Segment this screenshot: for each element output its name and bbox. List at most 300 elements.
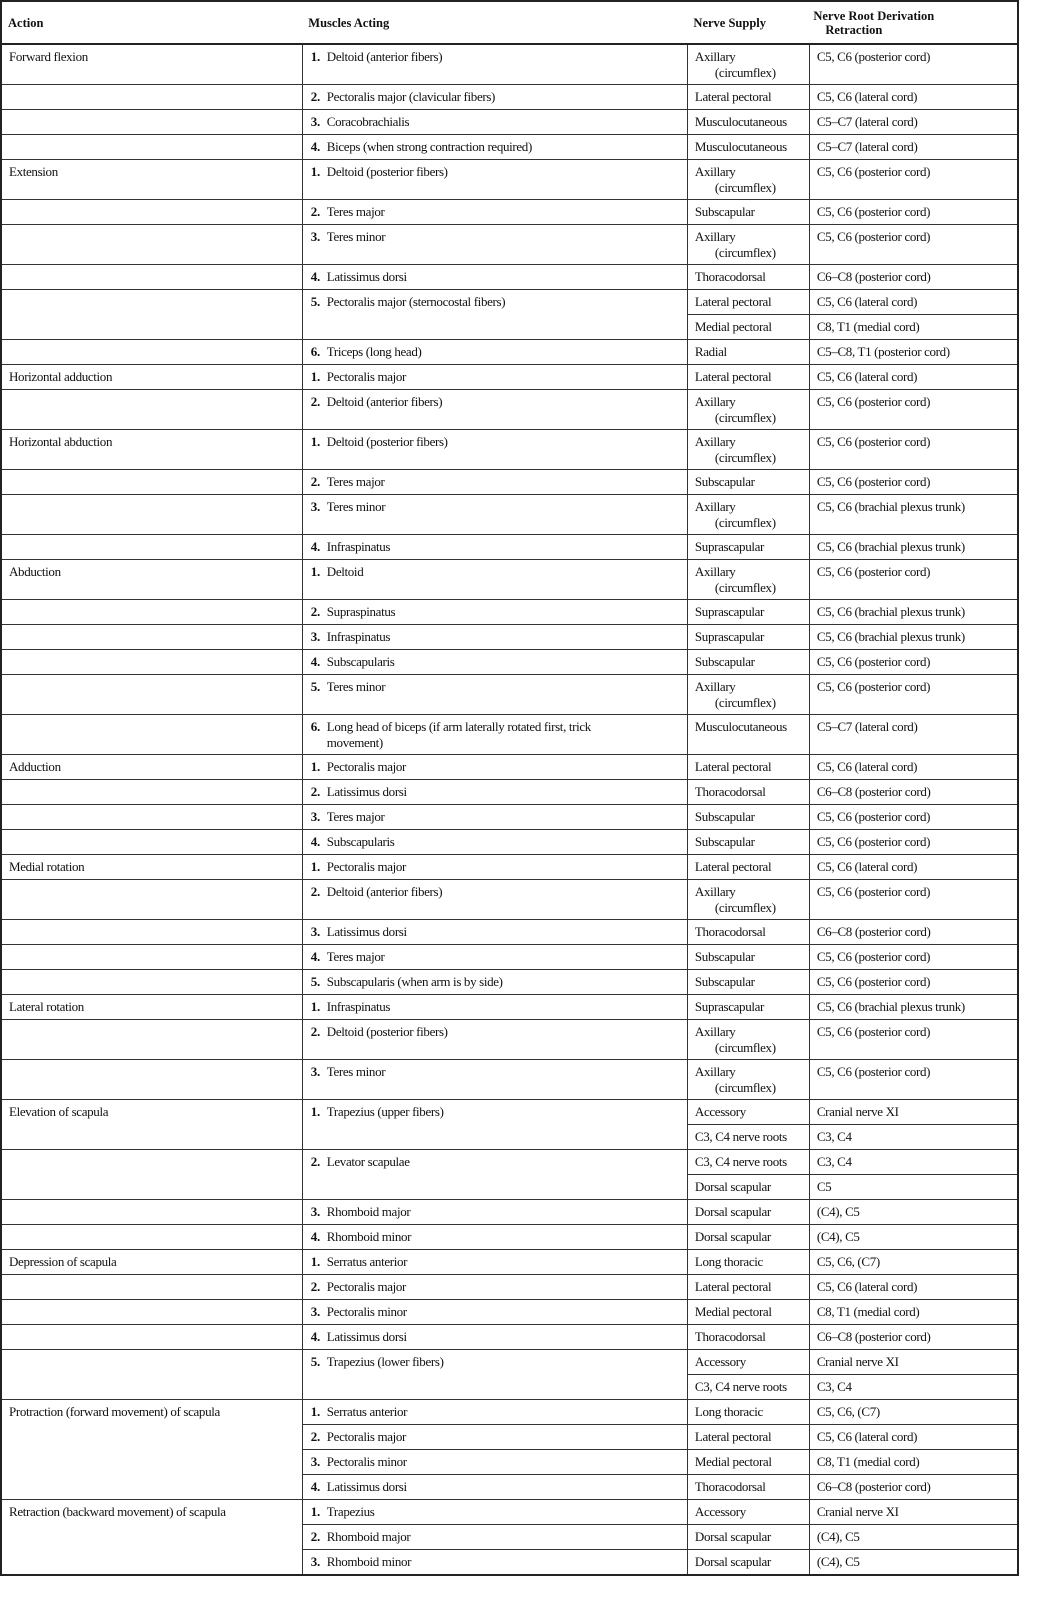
nerve-name-qualifier: (circumflex) xyxy=(714,450,776,465)
nerve-root-cell: (C4), C5 xyxy=(809,1225,1018,1250)
muscle-cell xyxy=(302,430,687,470)
muscle-number: 3. xyxy=(310,629,320,644)
action-cell: Horizontal abduction xyxy=(1,430,302,470)
nerve-name: Musculocutaneous xyxy=(694,114,787,129)
muscle-name: Long head of biceps (if arm laterally rotated first, trick xyxy=(326,719,591,734)
nerve-root-cell: C5, C6 (posterior cord) xyxy=(809,44,1018,85)
muscle-number: 4. xyxy=(310,139,320,154)
muscle-number: 1. xyxy=(310,1504,320,1519)
muscle-name: Biceps (when strong contraction required) xyxy=(326,139,532,154)
nerve-supply-cell xyxy=(687,160,809,200)
nerve-name: Lateral pectoral xyxy=(694,1279,772,1294)
table-row xyxy=(1,1060,1018,1100)
nerve-supply-cell xyxy=(687,44,809,85)
action-cell xyxy=(1,390,302,430)
action-cell xyxy=(1,535,302,560)
nerve-name: Radial xyxy=(694,344,727,359)
nerve-supply-cell xyxy=(687,1300,809,1325)
muscle-cell xyxy=(302,340,687,365)
muscle-number: 3. xyxy=(310,1204,320,1219)
muscle-cell xyxy=(302,1225,687,1250)
muscle-cell xyxy=(302,1300,687,1325)
muscle-cell xyxy=(302,365,687,390)
nerve-name-qualifier: (circumflex) xyxy=(714,180,776,195)
muscle-name: Deltoid (anterior fibers) xyxy=(326,884,443,899)
action-cell: Forward flexion xyxy=(1,44,302,85)
action-cell xyxy=(1,265,302,290)
nerve-name: Axillary xyxy=(694,229,736,244)
nerve-name-qualifier: (circumflex) xyxy=(714,900,776,915)
action-cell: Abduction xyxy=(1,560,302,600)
action-cell: Extension xyxy=(1,160,302,200)
table-row xyxy=(1,830,1018,855)
muscle-cell xyxy=(302,135,687,160)
muscle-cell xyxy=(302,44,687,85)
muscle-cell xyxy=(302,110,687,135)
muscle-cell xyxy=(302,225,687,265)
nerve-name-qualifier: (circumflex) xyxy=(714,245,776,260)
nerve-supply-cell xyxy=(687,755,809,780)
table-row xyxy=(1,970,1018,995)
nerve-supply-cell xyxy=(687,495,809,535)
nerve-root-cell: C5, C6 (lateral cord) xyxy=(809,755,1018,780)
nerve-name: Accessory xyxy=(694,1354,746,1369)
nerve-name: Suprascapular xyxy=(694,539,765,554)
table-row xyxy=(1,880,1018,920)
muscle-name: Teres minor xyxy=(326,499,386,514)
nerve-supply-cell xyxy=(687,290,809,315)
nerve-supply-cell xyxy=(687,1550,809,1576)
nerve-supply-cell xyxy=(687,1060,809,1100)
table-row xyxy=(1,755,1018,780)
action-cell xyxy=(1,110,302,135)
muscle-cell xyxy=(302,1450,687,1475)
muscle-number: 5. xyxy=(310,679,320,694)
nerve-supply-cell xyxy=(687,110,809,135)
muscle-cell xyxy=(302,200,687,225)
nerve-name: Thoracodorsal xyxy=(694,1329,766,1344)
table-row xyxy=(1,135,1018,160)
nerve-name-qualifier: (circumflex) xyxy=(714,410,776,425)
action-cell xyxy=(1,880,302,920)
nerve-supply-cell: C3, C4 nerve roots xyxy=(687,1375,809,1400)
nerve-supply-cell xyxy=(687,1475,809,1500)
muscle-name: Latissimus dorsi xyxy=(326,1479,407,1494)
muscle-name: Pectoralis major xyxy=(326,369,407,384)
nerve-root-cell: C5, C6 (lateral cord) xyxy=(809,290,1018,315)
table-row xyxy=(1,265,1018,290)
nerve-name: Subscapular xyxy=(694,974,755,989)
nerve-supply-cell xyxy=(687,1500,809,1525)
muscle-cell xyxy=(302,1350,687,1400)
muscle-cell xyxy=(302,755,687,780)
action-cell: Adduction xyxy=(1,755,302,780)
muscle-number: 1. xyxy=(310,1104,320,1119)
nerve-root-cell: C6–C8 (posterior cord) xyxy=(809,265,1018,290)
nerve-root-cell: C3, C4 xyxy=(809,1150,1018,1175)
table-row xyxy=(1,1300,1018,1325)
nerve-root-cell: C5, C6 (posterior cord) xyxy=(809,970,1018,995)
nerve-name: Lateral pectoral xyxy=(694,1429,772,1444)
muscle-cell xyxy=(302,1475,687,1500)
nerve-root-cell: Cranial nerve XI xyxy=(809,1100,1018,1125)
table-row xyxy=(1,225,1018,265)
muscle-name: Pectoralis major xyxy=(326,859,407,874)
muscle-cell xyxy=(302,1200,687,1225)
nerve-name-qualifier: (circumflex) xyxy=(714,1080,776,1095)
nerve-root-cell: C5 xyxy=(809,1175,1018,1200)
table-row xyxy=(1,430,1018,470)
action-cell xyxy=(1,1275,302,1300)
action-cell xyxy=(1,340,302,365)
muscle-name: Deltoid (posterior fibers) xyxy=(326,1024,448,1039)
muscle-number: 2. xyxy=(310,1429,320,1444)
nerve-root-cell: C5, C6, (C7) xyxy=(809,1250,1018,1275)
action-cell: Depression of scapula xyxy=(1,1250,302,1275)
nerve-root-cell: C3, C4 xyxy=(809,1125,1018,1150)
action-cell xyxy=(1,600,302,625)
action-cell xyxy=(1,135,302,160)
action-cell xyxy=(1,970,302,995)
action-cell xyxy=(1,1225,302,1250)
action-cell xyxy=(1,780,302,805)
muscle-number: 3. xyxy=(310,809,320,824)
nerve-supply-cell xyxy=(687,470,809,495)
nerve-name-qualifier: (circumflex) xyxy=(714,580,776,595)
nerve-supply-cell xyxy=(687,715,809,755)
nerve-name: Long thoracic xyxy=(694,1254,763,1269)
table-row xyxy=(1,1150,1018,1175)
nerve-supply-cell xyxy=(687,200,809,225)
muscle-name: Pectoralis major xyxy=(326,1279,407,1294)
muscle-cell xyxy=(302,1500,687,1525)
action-cell xyxy=(1,1300,302,1325)
nerve-supply-cell xyxy=(687,780,809,805)
nerve-name: Subscapular xyxy=(694,809,755,824)
muscle-name: Latissimus dorsi xyxy=(326,1329,407,1344)
nerve-name: Dorsal scapular xyxy=(694,1229,771,1244)
nerve-supply-cell xyxy=(687,1225,809,1250)
action-cell xyxy=(1,1150,302,1200)
header-muscles-acting: Muscles Acting xyxy=(302,1,687,44)
nerve-supply-cell xyxy=(687,995,809,1020)
table-body xyxy=(1,44,1018,1575)
muscle-name: Teres major xyxy=(326,949,385,964)
nerve-supply-cell xyxy=(687,85,809,110)
muscle-number: 1. xyxy=(310,564,320,579)
nerve-name: Lateral pectoral xyxy=(694,89,772,104)
muscle-name: Subscapularis (when arm is by side) xyxy=(326,974,503,989)
action-cell: Retraction (backward movement) of scapula xyxy=(1,1500,302,1576)
nerve-root-cell: C8, T1 (medial cord) xyxy=(809,1450,1018,1475)
nerve-name: Axillary xyxy=(694,434,736,449)
muscle-number: 3. xyxy=(310,1554,320,1569)
nerve-root-cell: C5, C6 (posterior cord) xyxy=(809,390,1018,430)
table-row xyxy=(1,920,1018,945)
table-row xyxy=(1,1275,1018,1300)
muscle-number: 1. xyxy=(310,369,320,384)
muscle-number: 1. xyxy=(310,1404,320,1419)
muscle-name: Pectoralis major (clavicular fibers) xyxy=(326,89,496,104)
muscle-name: Deltoid (anterior fibers) xyxy=(326,49,443,64)
nerve-name: Axillary xyxy=(694,884,736,899)
nerve-root-cell: C5, C6 (lateral cord) xyxy=(809,85,1018,110)
nerve-root-cell: C5, C6 (posterior cord) xyxy=(809,160,1018,200)
nerve-root-cell: C5, C6 (lateral cord) xyxy=(809,1425,1018,1450)
muscle-number: 2. xyxy=(310,884,320,899)
table-row xyxy=(1,1400,1018,1425)
table-row xyxy=(1,1020,1018,1060)
muscle-number: 1. xyxy=(310,434,320,449)
nerve-supply-cell xyxy=(687,805,809,830)
header-nerve-supply: Nerve Supply xyxy=(687,1,809,44)
muscle-name: Infraspinatus xyxy=(326,629,391,644)
action-cell: Medial rotation xyxy=(1,855,302,880)
table-row xyxy=(1,1325,1018,1350)
muscle-cell xyxy=(302,920,687,945)
nerve-root-cell: (C4), C5 xyxy=(809,1200,1018,1225)
nerve-root-cell: C6–C8 (posterior cord) xyxy=(809,1325,1018,1350)
muscle-number: 3. xyxy=(310,114,320,129)
nerve-root-cell: (C4), C5 xyxy=(809,1550,1018,1576)
muscle-cell xyxy=(302,880,687,920)
nerve-supply-cell xyxy=(687,830,809,855)
muscle-name: Latissimus dorsi xyxy=(326,269,407,284)
nerve-root-cell: C5, C6 (posterior cord) xyxy=(809,430,1018,470)
muscle-cell xyxy=(302,1100,687,1150)
action-cell xyxy=(1,290,302,340)
muscle-name: Latissimus dorsi xyxy=(326,784,407,799)
action-cell xyxy=(1,805,302,830)
nerve-supply-cell xyxy=(687,1150,809,1175)
muscle-number: 2. xyxy=(310,604,320,619)
nerve-root-cell: C5–C7 (lateral cord) xyxy=(809,135,1018,160)
muscle-number: 4. xyxy=(310,269,320,284)
nerve-supply-cell xyxy=(687,600,809,625)
nerve-name: Subscapular xyxy=(694,949,755,964)
nerve-supply-cell xyxy=(687,880,809,920)
nerve-name-qualifier: (circumflex) xyxy=(714,695,776,710)
nerve-name: Thoracodorsal xyxy=(694,924,766,939)
nerve-name: Lateral pectoral xyxy=(694,859,772,874)
nerve-supply-cell xyxy=(687,1350,809,1375)
nerve-supply-cell xyxy=(687,430,809,470)
muscle-cell xyxy=(302,625,687,650)
muscle-cell xyxy=(302,1550,687,1576)
muscle-name: Teres minor xyxy=(326,679,386,694)
muscle-cell xyxy=(302,1525,687,1550)
muscle-name: Trapezius (lower fibers) xyxy=(326,1354,444,1369)
nerve-supply-cell xyxy=(687,1450,809,1475)
muscle-cell xyxy=(302,1325,687,1350)
muscle-number: 4. xyxy=(310,834,320,849)
muscle-name: Deltoid (posterior fibers) xyxy=(326,164,448,179)
action-cell xyxy=(1,85,302,110)
nerve-supply-cell xyxy=(687,625,809,650)
muscle-name: Rhomboid major xyxy=(326,1204,411,1219)
table-header-row xyxy=(1,1,1018,44)
nerve-name: Axillary xyxy=(694,679,736,694)
table-row xyxy=(1,1350,1018,1375)
muscle-cell xyxy=(302,650,687,675)
header-nerve-root-line2: Retraction xyxy=(825,22,883,37)
nerve-name: Suprascapular xyxy=(694,999,765,1014)
action-cell xyxy=(1,675,302,715)
muscle-name: Serratus anterior xyxy=(326,1254,408,1269)
action-cell xyxy=(1,1350,302,1400)
table-row xyxy=(1,44,1018,85)
nerve-root-cell: C8, T1 (medial cord) xyxy=(809,1300,1018,1325)
muscle-number: 1. xyxy=(310,1254,320,1269)
muscle-cell xyxy=(302,1060,687,1100)
muscle-name: Subscapularis xyxy=(326,834,395,849)
muscle-number: 2. xyxy=(310,1529,320,1544)
nerve-root-cell: C5, C6 (posterior cord) xyxy=(809,675,1018,715)
nerve-name: Axillary xyxy=(694,394,736,409)
nerve-root-cell: C5, C6 (brachial plexus trunk) xyxy=(809,600,1018,625)
muscle-name: Coracobrachialis xyxy=(326,114,410,129)
nerve-name: Dorsal scapular xyxy=(694,1204,771,1219)
action-cell: Elevation of scapula xyxy=(1,1100,302,1150)
nerve-root-cell: C3, C4 xyxy=(809,1375,1018,1400)
muscle-number: 4. xyxy=(310,1479,320,1494)
muscle-cell xyxy=(302,715,687,755)
nerve-root-cell: C5, C6 (lateral cord) xyxy=(809,855,1018,880)
nerve-name: Subscapular xyxy=(694,834,755,849)
muscle-name: Deltoid xyxy=(326,564,364,579)
nerve-supply-cell: Dorsal scapular xyxy=(687,1175,809,1200)
nerve-root-cell: C5, C6 (posterior cord) xyxy=(809,945,1018,970)
table-row xyxy=(1,675,1018,715)
nerve-root-cell: C6–C8 (posterior cord) xyxy=(809,1475,1018,1500)
nerve-root-cell: C8, T1 (medial cord) xyxy=(809,315,1018,340)
table-row xyxy=(1,995,1018,1020)
table-row xyxy=(1,495,1018,535)
table-row xyxy=(1,1100,1018,1125)
muscle-cell xyxy=(302,1020,687,1060)
nerve-supply-cell xyxy=(687,535,809,560)
muscle-name: Trapezius xyxy=(326,1504,375,1519)
nerve-name: Long thoracic xyxy=(694,1404,763,1419)
nerve-supply-cell xyxy=(687,265,809,290)
muscle-name: Teres major xyxy=(326,474,385,489)
muscle-cell xyxy=(302,560,687,600)
nerve-root-cell: C5, C6 (posterior cord) xyxy=(809,470,1018,495)
muscle-name: Pectoralis major (sternocostal fibers) xyxy=(326,294,506,309)
muscle-name: Rhomboid major xyxy=(326,1529,411,1544)
action-cell: Protraction (forward movement) of scapula xyxy=(1,1400,302,1500)
muscle-cell xyxy=(302,470,687,495)
nerve-name: Thoracodorsal xyxy=(694,784,766,799)
nerve-root-cell: C6–C8 (posterior cord) xyxy=(809,920,1018,945)
nerve-supply-cell xyxy=(687,675,809,715)
muscle-name: Rhomboid minor xyxy=(326,1554,412,1569)
muscle-name: Subscapularis xyxy=(326,654,395,669)
action-cell xyxy=(1,650,302,675)
action-cell xyxy=(1,830,302,855)
nerve-root-cell: C5, C6 (posterior cord) xyxy=(809,830,1018,855)
muscle-number: 1. xyxy=(310,49,320,64)
muscle-name: Deltoid (anterior fibers) xyxy=(326,394,443,409)
nerve-name: Accessory xyxy=(694,1104,746,1119)
muscle-number: 3. xyxy=(310,499,320,514)
nerve-supply-cell xyxy=(687,1250,809,1275)
nerve-name: Musculocutaneous xyxy=(694,139,787,154)
action-cell xyxy=(1,470,302,495)
nerve-name: Medial pectoral xyxy=(694,1454,772,1469)
nerve-name: Accessory xyxy=(694,1504,746,1519)
nerve-name: Suprascapular xyxy=(694,604,765,619)
nerve-root-cell: C5, C6 (brachial plexus trunk) xyxy=(809,495,1018,535)
muscle-number: 1. xyxy=(310,164,320,179)
nerve-root-cell: C5–C8, T1 (posterior cord) xyxy=(809,340,1018,365)
table-row xyxy=(1,945,1018,970)
nerve-root-cell: Cranial nerve XI xyxy=(809,1500,1018,1525)
muscle-number: 3. xyxy=(310,1454,320,1469)
muscle-number: 3. xyxy=(310,1064,320,1079)
nerve-supply-cell xyxy=(687,970,809,995)
table-row xyxy=(1,110,1018,135)
action-cell xyxy=(1,200,302,225)
nerve-name: Axillary xyxy=(694,49,736,64)
nerve-root-cell: C5, C6 (posterior cord) xyxy=(809,650,1018,675)
nerve-root-cell: C5–C7 (lateral cord) xyxy=(809,110,1018,135)
muscle-name-continued: movement) xyxy=(326,735,383,750)
nerve-name-qualifier: (circumflex) xyxy=(714,1040,776,1055)
nerve-name: Lateral pectoral xyxy=(694,294,772,309)
nerve-supply-cell: C3, C4 nerve roots xyxy=(687,1125,809,1150)
muscle-number: 4. xyxy=(310,949,320,964)
nerve-root-cell: C5, C6 (posterior cord) xyxy=(809,1060,1018,1100)
nerve-name: Axillary xyxy=(694,1064,736,1079)
muscle-cell xyxy=(302,970,687,995)
muscle-number: 2. xyxy=(310,1024,320,1039)
nerve-supply-cell xyxy=(687,1400,809,1425)
table-row xyxy=(1,1500,1018,1525)
table-row xyxy=(1,85,1018,110)
header-nerve-root xyxy=(809,1,1018,44)
action-cell xyxy=(1,1020,302,1060)
nerve-name-qualifier: (circumflex) xyxy=(714,515,776,530)
muscle-number: 4. xyxy=(310,654,320,669)
muscle-name: Serratus anterior xyxy=(326,1404,408,1419)
nerve-root-cell: C5, C6 (posterior cord) xyxy=(809,225,1018,265)
nerve-root-cell: C5, C6 (posterior cord) xyxy=(809,200,1018,225)
muscle-number: 1. xyxy=(310,859,320,874)
muscle-cell xyxy=(302,995,687,1020)
nerve-supply-cell xyxy=(687,135,809,160)
muscle-name: Pectoralis major xyxy=(326,759,407,774)
nerve-root-cell: C5, C6 (posterior cord) xyxy=(809,560,1018,600)
nerve-supply-cell xyxy=(687,390,809,430)
table-row xyxy=(1,780,1018,805)
nerve-supply-cell xyxy=(687,1100,809,1125)
table-row xyxy=(1,625,1018,650)
action-cell xyxy=(1,1325,302,1350)
action-cell: Lateral rotation xyxy=(1,995,302,1020)
nerve-supply-cell: Medial pectoral xyxy=(687,315,809,340)
header-action: Action xyxy=(1,1,302,44)
header-nerve-root-line1: Nerve Root Derivation xyxy=(813,8,935,23)
muscle-cell xyxy=(302,780,687,805)
nerve-supply-cell xyxy=(687,1020,809,1060)
nerve-name: Thoracodorsal xyxy=(694,1479,766,1494)
nerve-root-cell: C5, C6 (brachial plexus trunk) xyxy=(809,535,1018,560)
nerve-name: Lateral pectoral xyxy=(694,759,772,774)
muscle-cell xyxy=(302,535,687,560)
nerve-root-cell: C5, C6 (posterior cord) xyxy=(809,1020,1018,1060)
muscle-cell xyxy=(302,1150,687,1200)
